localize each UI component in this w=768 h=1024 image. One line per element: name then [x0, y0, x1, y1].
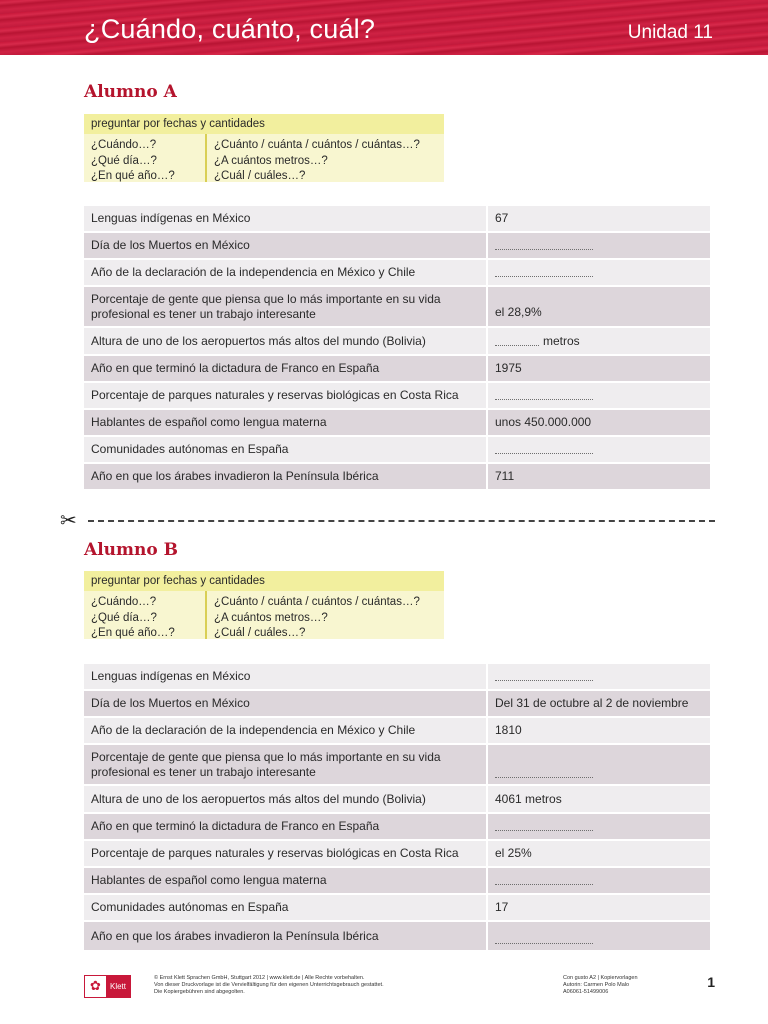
- table-row: [84, 691, 710, 718]
- answer-cell: 1810: [495, 723, 522, 737]
- table-row: [84, 437, 710, 464]
- question-cell: Porcentaje de gente que piensa que lo más importante en su vida profesional es tener un trabajo interesante: [84, 287, 488, 326]
- klett-logo: [84, 975, 131, 998]
- infobox-phrase: ¿Cuánto / cuánta / cuántos / cuántas…?: [214, 139, 420, 151]
- infobox-body: [84, 134, 444, 182]
- answer-cell[interactable]: [488, 437, 710, 462]
- table-row: [84, 841, 710, 868]
- table-row: [84, 410, 710, 437]
- blank-line[interactable]: [495, 822, 593, 831]
- publication-line: Con gusto A2 | Kopiervorlagen: [563, 975, 638, 981]
- publication-info: [563, 975, 683, 997]
- infobox-right-column: [207, 591, 444, 639]
- logo-text: Klett: [106, 976, 130, 997]
- infobox-a: [84, 114, 444, 182]
- infobox-phrase: ¿Qué día…?: [91, 611, 157, 624]
- copyright-line: Die Kopiergebühren sind abgegolten.: [154, 989, 245, 996]
- infobox-phrase: ¿A cuántos metros…?: [214, 154, 328, 167]
- table-row: [84, 383, 710, 410]
- question-cell: Año de la declaración de la independencia en México y Chile: [84, 718, 488, 743]
- infobox-phrase: ¿Cuál / cuáles…?: [214, 170, 306, 182]
- infobox-heading: preguntar por fechas y cantidades: [84, 114, 444, 134]
- answer-cell[interactable]: [488, 260, 710, 285]
- question-cell: Comunidades autónomas en España: [84, 895, 488, 920]
- answer-cell: 4061 metros: [495, 791, 562, 806]
- table-row: [84, 895, 710, 922]
- answer-cell[interactable]: [488, 868, 710, 893]
- blank-line[interactable]: [495, 769, 593, 778]
- question-cell: Porcentaje de gente que piensa que lo más importante en su vida profesional es tener un trabajo interesante: [84, 745, 488, 784]
- footer: [0, 968, 768, 1008]
- blank-line[interactable]: [495, 876, 593, 885]
- table-row: [84, 868, 710, 895]
- question-cell: Hablantes de español como lengua materna: [84, 868, 488, 893]
- infobox-phrase: ¿Cuál / cuáles…?: [214, 627, 306, 639]
- table-row: [84, 464, 710, 491]
- question-cell: Altura de uno de los aeropuertos más altos del mundo (Bolivia): [84, 786, 488, 812]
- answer-cell[interactable]: [488, 814, 710, 839]
- question-cell: Lenguas indígenas en México: [84, 206, 488, 231]
- answer-cell: unos 450.000.000: [495, 415, 592, 429]
- table-row: [84, 745, 710, 786]
- answer-cell: Del 31 de octubre al 2 de noviembre: [495, 696, 689, 710]
- answer-cell: 17: [495, 900, 509, 914]
- answer-cell: 711: [495, 469, 515, 483]
- question-cell: Altura de uno de los aeropuertos más altos del mundo (Bolivia): [84, 328, 488, 354]
- table-row: [84, 260, 710, 287]
- copyright-line: Von dieser Druckvorlage ist die Vervielfältigung für den eigenen Unterrichtsgebrauch gestattet.: [154, 982, 384, 989]
- publication-line: Autorin: Carmen Polo Malo: [563, 982, 630, 989]
- infobox-phrase: ¿En qué año…?: [91, 170, 175, 182]
- question-cell: Año en que los árabes invadieron la Península Ibérica: [84, 464, 488, 489]
- unit-label: Unidad 11: [627, 22, 713, 43]
- question-cell: Día de los Muertos en México: [84, 233, 488, 258]
- answer-cell[interactable]: [488, 664, 710, 689]
- answer-cell[interactable]: [488, 922, 710, 950]
- unit-text: metros: [543, 333, 580, 348]
- infobox-phrase: ¿A cuántos metros…?: [214, 611, 328, 624]
- answer-cell[interactable]: [488, 233, 710, 258]
- table-row: [84, 328, 710, 356]
- blank-line[interactable]: [495, 391, 593, 400]
- copyright-line: © Ernst Klett Sprachen GmbH, Stuttgart 2012 | www.klett.de | Alle Rechte vorbehalten.: [154, 975, 365, 981]
- question-cell: Año de la declaración de la independencia en México y Chile: [84, 260, 488, 285]
- table-row: [84, 718, 710, 745]
- infobox-left-column: [84, 591, 207, 639]
- answer-cell[interactable]: [488, 745, 710, 784]
- infobox-heading: preguntar por fechas y cantidades: [84, 571, 444, 591]
- question-cell: Comunidades autónomas en España: [84, 437, 488, 462]
- question-cell: Año en que los árabes invadieron la Península Ibérica: [84, 922, 488, 950]
- table-row: [84, 206, 710, 233]
- cut-line: [60, 510, 715, 530]
- table-row: [84, 786, 710, 814]
- infobox-body: [84, 591, 444, 639]
- question-cell: Día de los Muertos en México: [84, 691, 488, 716]
- table-row: [84, 287, 710, 328]
- answer-cell: el 28,9%: [495, 305, 542, 319]
- header-banner: [0, 0, 768, 55]
- question-cell: Hablantes de español como lengua materna: [84, 410, 488, 435]
- infobox-phrase: ¿Cuándo…?: [91, 139, 157, 151]
- question-cell: Año en que terminó la dictadura de Franco en España: [84, 814, 488, 839]
- infobox-phrase: ¿Cuánto / cuánta / cuántos / cuántas…?: [214, 596, 420, 608]
- data-table-a: [84, 206, 710, 491]
- table-row: [84, 664, 710, 691]
- infobox-phrase: ¿Cuándo…?: [91, 596, 157, 608]
- blank-line[interactable]: [495, 241, 593, 250]
- data-table-b: [84, 664, 710, 952]
- table-row: [84, 814, 710, 841]
- blank-line[interactable]: [495, 935, 593, 944]
- infobox-phrase: ¿En qué año…?: [91, 627, 175, 639]
- klett-logo-icon: ✿: [90, 979, 101, 994]
- blank-line[interactable]: [495, 268, 593, 277]
- copyright-notice: [154, 975, 454, 997]
- publication-line: A06061-51499006: [563, 989, 609, 996]
- infobox-phrase: ¿Qué día…?: [91, 154, 157, 167]
- table-row: [84, 233, 710, 260]
- page-title: ¿Cuándo, cuánto, cuál?: [84, 14, 376, 44]
- section-title-alumno-a: Alumno A: [84, 82, 177, 102]
- scissors-icon: ✂: [60, 508, 77, 532]
- table-row: [84, 922, 710, 952]
- question-cell: Lenguas indígenas en México: [84, 664, 488, 689]
- question-cell: Porcentaje de parques naturales y reservas biológicas en Costa Rica: [84, 841, 488, 866]
- infobox-left-column: [84, 134, 207, 182]
- infobox-right-column: [207, 134, 444, 182]
- section-title-alumno-b: Alumno B: [84, 540, 178, 560]
- answer-cell: 1975: [495, 361, 522, 375]
- answer-cell[interactable]: [488, 328, 710, 354]
- answer-cell: el 25%: [495, 846, 532, 860]
- dashed-divider: [88, 520, 715, 522]
- infobox-b: [84, 571, 444, 639]
- answer-cell: 67: [495, 211, 509, 225]
- page-number: 1: [707, 974, 715, 990]
- answer-cell[interactable]: [488, 383, 710, 408]
- blank-line[interactable]: [495, 672, 593, 681]
- blank-line[interactable]: [495, 445, 593, 454]
- question-cell: Año en que terminó la dictadura de Franco en España: [84, 356, 488, 381]
- table-row: [84, 356, 710, 383]
- question-cell: Porcentaje de parques naturales y reservas biológicas en Costa Rica: [84, 383, 488, 408]
- blank-line[interactable]: [495, 337, 539, 346]
